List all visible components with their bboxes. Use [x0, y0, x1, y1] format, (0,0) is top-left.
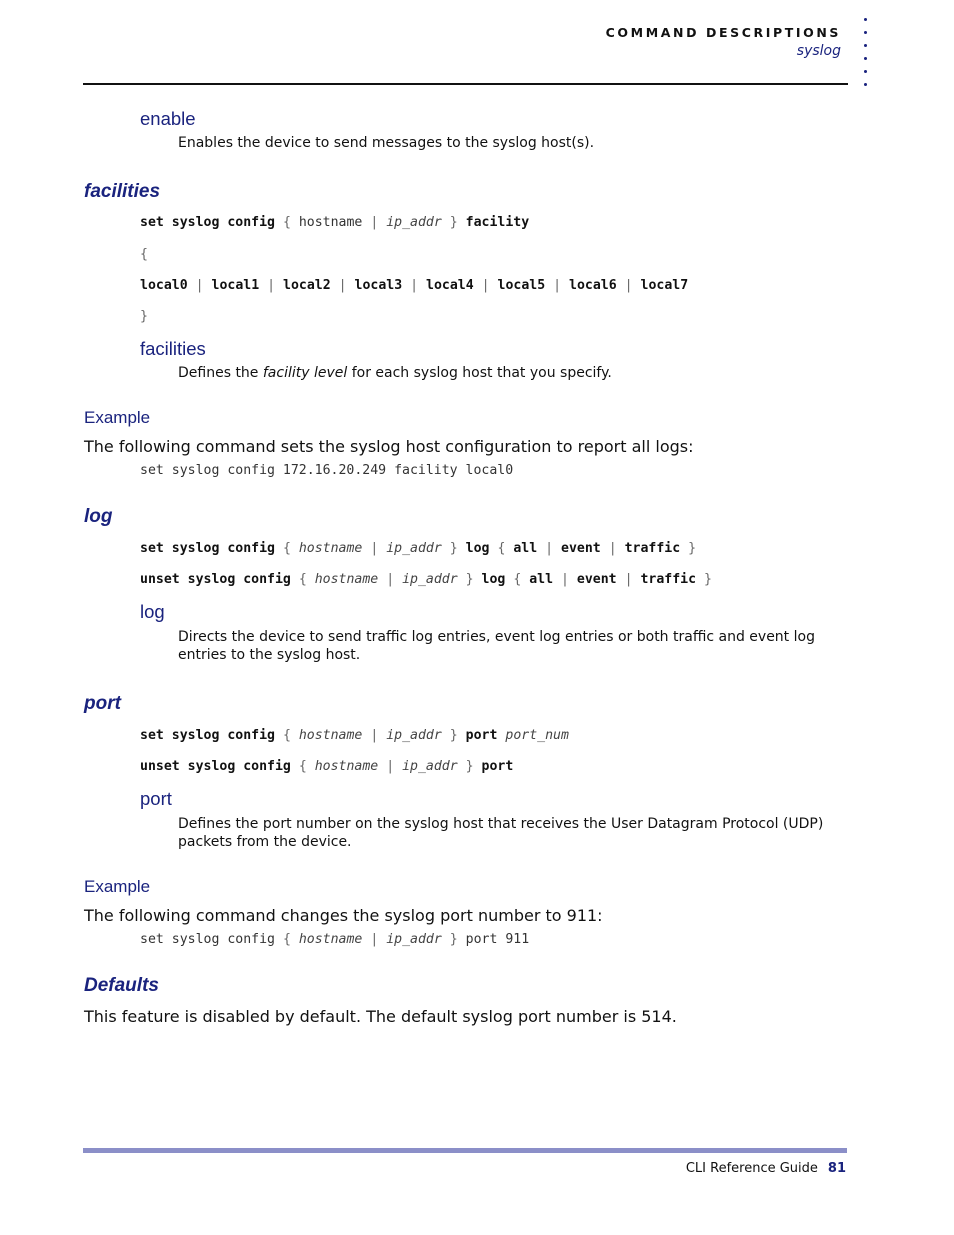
example-heading-1: Example: [84, 408, 151, 427]
running-header-subtitle: syslog: [796, 43, 841, 59]
param-heading-facilities: facilities: [140, 338, 206, 359]
param-heading-log: log: [140, 601, 165, 622]
header-rule: [83, 83, 848, 85]
syntax-facility-levels: local0 | local1 | local2 | local3 | local4 | local5 | local6 | local7: [140, 278, 689, 293]
decorative-dots: [864, 18, 870, 96]
section-heading-facilities: facilities: [84, 181, 161, 202]
footer-rule: [83, 1148, 847, 1153]
param-desc-facilities: Defines the facility level for each syslog host that you specify.: [178, 365, 612, 381]
footer: [686, 1161, 846, 1176]
param-desc-enable: Enables the device to send messages to the syslog host(s).: [178, 135, 595, 151]
param-heading-enable: enable: [140, 108, 196, 129]
param-heading-port: port: [140, 788, 172, 809]
section-heading-defaults: Defaults: [84, 975, 159, 996]
example-code-2: set syslog config { hostname | ip_addr } port 911: [140, 932, 530, 947]
footer-guide-title: CLI Reference Guide: [685, 1161, 818, 1176]
syntax-set-log: set syslog config { hostname | ip_addr } log { all | event | traffic }: [140, 541, 697, 556]
syntax-unset-log: unset syslog config { hostname | ip_addr } log { all | event | traffic }: [140, 572, 712, 587]
syntax-close-brace: }: [140, 309, 148, 324]
syntax-open-brace: {: [140, 247, 148, 262]
syntax-set-port: set syslog config { hostname | ip_addr } port port_num: [140, 728, 569, 743]
syntax-unset-port: unset syslog config { hostname | ip_addr } port: [140, 759, 514, 774]
example-text-1: The following command sets the syslog host configuration to report all logs:: [84, 437, 694, 456]
example-heading-2: Example: [84, 877, 151, 896]
param-desc-log: Directs the device to send traffic log entries, event log entries or both traffic and event log entries to the syslog host.: [178, 629, 815, 663]
example-code-1: set syslog config 172.16.20.249 facility local0: [140, 463, 514, 478]
param-desc-port: Defines the port number on the syslog host that receives the User Datagram Protocol (UDP) packets from the device.: [178, 816, 824, 850]
example-text-2: The following command changes the syslog port number to 911:: [84, 906, 603, 925]
section-heading-log: log: [84, 506, 113, 527]
syntax-line-facilities: set syslog config { hostname | ip_addr } facility: [140, 215, 530, 230]
defaults-text: This feature is disabled by default. The default syslog port number is 514.: [84, 1007, 677, 1026]
section-heading-port: port: [84, 693, 121, 714]
running-header-title: COMMAND DESCRIPTIONS: [605, 25, 841, 40]
page-number: 81: [827, 1161, 846, 1176]
